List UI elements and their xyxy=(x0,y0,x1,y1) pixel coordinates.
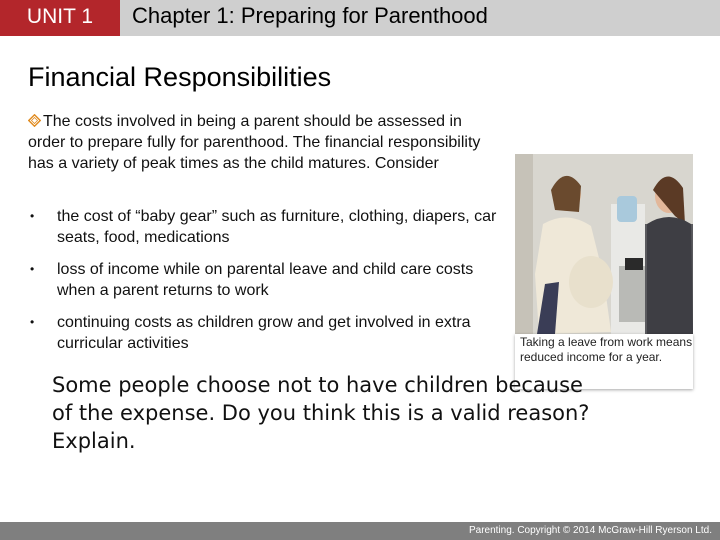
cost-list xyxy=(28,206,498,365)
diamond-bullet-icon xyxy=(28,114,41,127)
chapter-title: Chapter 1: Preparing for Parenthood xyxy=(132,3,488,28)
photo-caption: Taking a leave from work means reduced income for a year. xyxy=(515,334,693,389)
footer-bar xyxy=(0,522,720,540)
intro-paragraph xyxy=(28,111,500,174)
bullet-dot: • xyxy=(30,262,35,276)
photo-two-women-office xyxy=(515,154,693,334)
list-item-text: continuing costs as children grow and get involved in extra curricular activities xyxy=(57,314,471,352)
copyright-text: Parenting. Copyright © 2014 McGraw-Hill Ryerson Ltd. xyxy=(468,525,712,536)
discussion-question: Some people choose not to have children because of the expense. Do you think this is a valid reason? Explain. xyxy=(52,373,590,453)
bullet-dot: • xyxy=(30,315,35,329)
list-item xyxy=(28,259,498,301)
slide-title: Financial Responsibilities xyxy=(28,62,332,92)
intro-text: The costs involved in being a parent should be assessed in order to prepare fully for parenthood. The financial responsibility has a variety of peak times as the child matures. Consider xyxy=(28,113,481,172)
photo-illustration xyxy=(515,154,693,334)
unit-label: UNIT 1 xyxy=(0,0,120,36)
list-item xyxy=(28,312,498,354)
bullet-dot: • xyxy=(30,209,35,223)
list-item-text: loss of income while on parental leave and child care costs when a parent returns to work xyxy=(57,261,474,299)
list-item-text: the cost of “baby gear” such as furniture, clothing, diapers, car seats, food, medications xyxy=(57,208,497,246)
list-item xyxy=(28,206,498,248)
